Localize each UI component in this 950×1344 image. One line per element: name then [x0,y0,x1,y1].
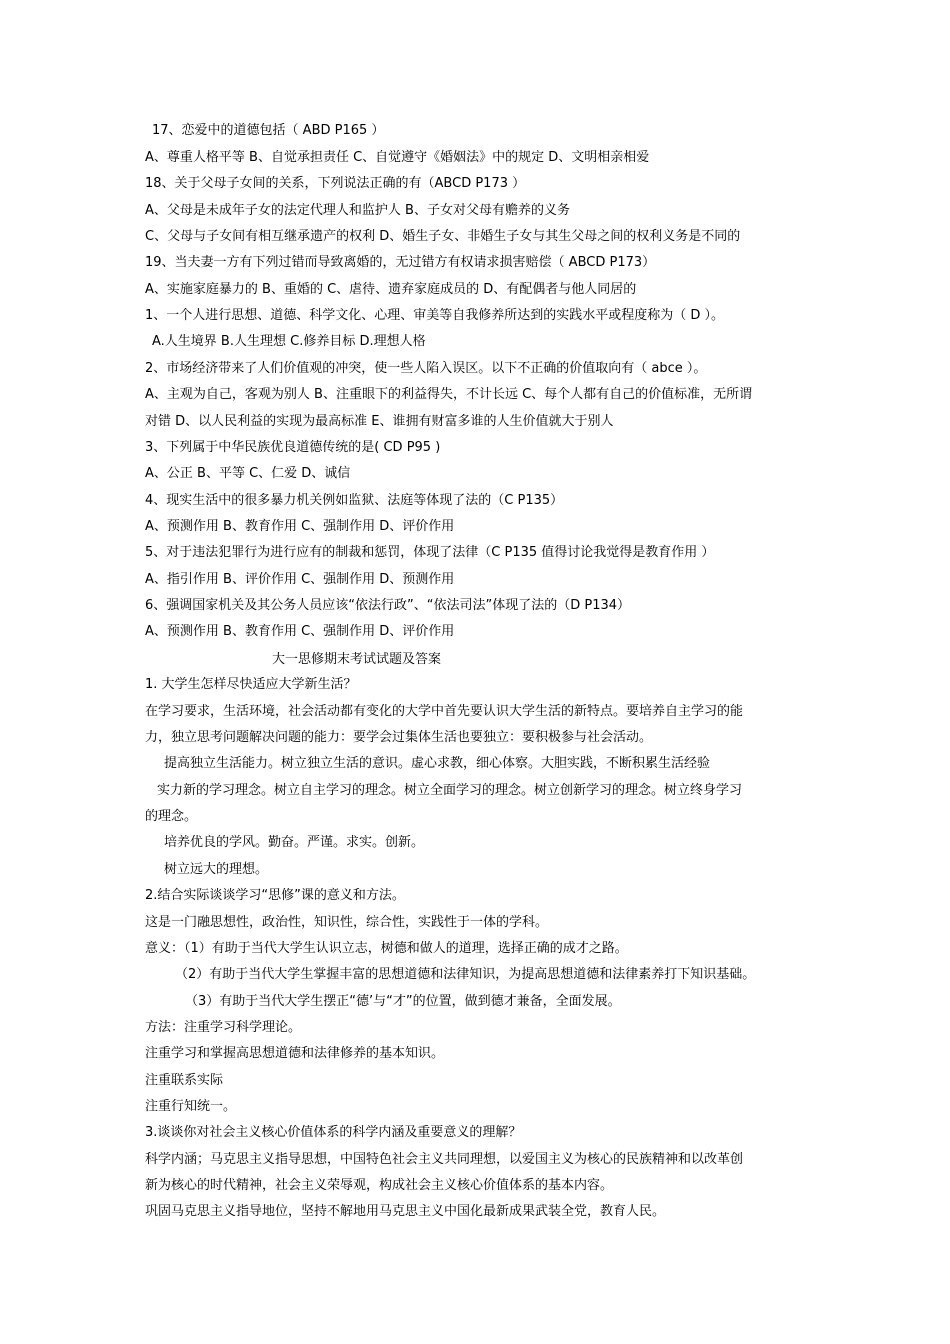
text-line: 注重学习和掌握高思想道德和法律修养的基本知识。 [145,1046,445,1061]
question-heading: 1. 大学生怎样尽快适应大学新生活？ [145,677,357,692]
text-line: 新为核心的时代精神，社会主义荣辱观，构成社会主义核心价值体系的基本内容。 [145,1178,614,1193]
text-line: 实力新的学习理念。树立自主学习的理念。树立全面学习的理念。树立创新学习的理念。树立终身学习 [157,783,743,798]
text-line: 1、一个人进行思想、道德、科学文化、心理、审美等自我修养所达到的实践水平或程度称为（ D ）。 [145,308,725,323]
text-line: 17、恋爱中的道德包括（ ABD P165 ） [152,123,385,138]
text-line: A、实施家庭暴力的 B、重婚的 C、虐待、遗弃家庭成员的 D、有配偶者与他人同居的 [145,282,637,297]
question-heading: 2.结合实际谈谈学习“思修”课的意义和方法。 [145,888,405,903]
text-line: A、父母是未成年子女的法定代理人和监护人 B、子女对父母有赡养的义务 [145,203,570,218]
text-line: A、预测作用 B、教育作用 C、强制作用 D、评价作用 [145,624,455,639]
text-line: 注重联系实际 [145,1073,224,1088]
text-line: 6、强调国家机关及其公务人员应该“依法行政”、“依法司法”体现了法的（D P134） [145,598,631,613]
text-line: 科学内涵；马克思主义指导思想，中国特色社会主义共同理想，以爱国主义为核心的民族精神和以改革创 [145,1152,744,1167]
text-line: （3）有助于当代大学生摆正“德’与“才”的位置，做到德才兼备，全面发展。 [185,994,621,1009]
text-line: 树立远大的理想。 [164,862,269,877]
text-line: 4、现实生活中的很多暴力机关例如监狱、法庭等体现了法的（C P135） [145,493,564,508]
text-line: A、尊重人格平等 B、自觉承担责任 C、自觉遵守《婚姻法》中的规定 D、文明相亲相爱 [145,150,650,165]
text-line: A、公正 B、平等 C、仁爱 D、诚信 [145,466,351,481]
text-line: 培养优良的学风。勤奋。严谨。求实。创新。 [164,835,425,850]
text-line: A.人生境界 B.人生理想 C.修养目标 D.理想人格 [152,334,426,349]
text-line: 注重行知统一。 [145,1099,237,1114]
text-line: A、主观为自己，客观为别人 B、注重眼下的利益得失，不计长远 C、每个人都有自己的价值标准，无所谓 [145,387,753,402]
text-line: 18、关于父母子女间的关系，下列说法正确的有（ABCD P173 ） [145,176,526,191]
text-line: 19、当夫妻一方有下列过错而导致离婚的，无过错方有权请求损害赔偿（ ABCD P173） [145,255,656,270]
text-line: C、父母与子女间有相互继承遗产的权利 D、婚生子女、非婚生子女与其生父母之间的权利义务是不同的 [145,229,741,244]
text-line: 意义：（1）有助于当代大学生认识立志，树德和做人的道理，选择正确的成才之路。 [145,941,628,956]
section-title: 大一思修期末考试试题及答案 [272,652,442,667]
text-line: 对错 D、以人民利益的实现为最高标准 E、谁拥有财富多谁的人生价值就大于别人 [145,414,614,429]
text-line: 2、市场经济带来了人们价值观的冲突，使一些人陷入误区。以下不正确的价值取向有（ abce ）。 [145,361,707,376]
text-line: 力，独立思考问题解决问题的能力：要学会过集体生活也要独立：要积极参与社会活动。 [145,730,653,745]
text-line: 3、下列属于中华民族优良道德传统的是( CD P95 ) [145,440,441,455]
text-line: 方法：注重学习科学理论。 [145,1020,302,1035]
question-heading: 3.谈谈你对社会主义核心价值体系的科学内涵及重要意义的理解？ [145,1125,522,1140]
text-line: 的理念。 [145,809,198,824]
text-line: 在学习要求，生活环境，社会活动都有变化的大学中首先要认识大学生活的新特点。要培养自主学习的能 [145,704,744,719]
text-line: （2）有助于当代大学生掌握丰富的思想道德和法律知识，为提高思想道德和法律素养打下知识基础。 [175,967,756,982]
text-line: A、指引作用 B、评价作用 C、强制作用 D、预测作用 [145,572,455,587]
text-line: 巩固马克思主义指导地位，坚持不解地用马克思主义中国化最新成果武装全党，教育人民。 [145,1204,666,1219]
text-line: 提高独立生活能力。树立独立生活的意识。虚心求教，细心体察。大胆实践，不断积累生活经验 [164,756,711,771]
text-line: 5、对于违法犯罪行为进行应有的制裁和惩罚，体现了法律（C P135 值得讨论我觉得是教育作用 ） [145,545,715,560]
text-line: A、预测作用 B、教育作用 C、强制作用 D、评价作用 [145,519,455,534]
text-line: 这是一门融思想性，政治性，知识性，综合性，实践性于一体的学科。 [145,915,549,930]
